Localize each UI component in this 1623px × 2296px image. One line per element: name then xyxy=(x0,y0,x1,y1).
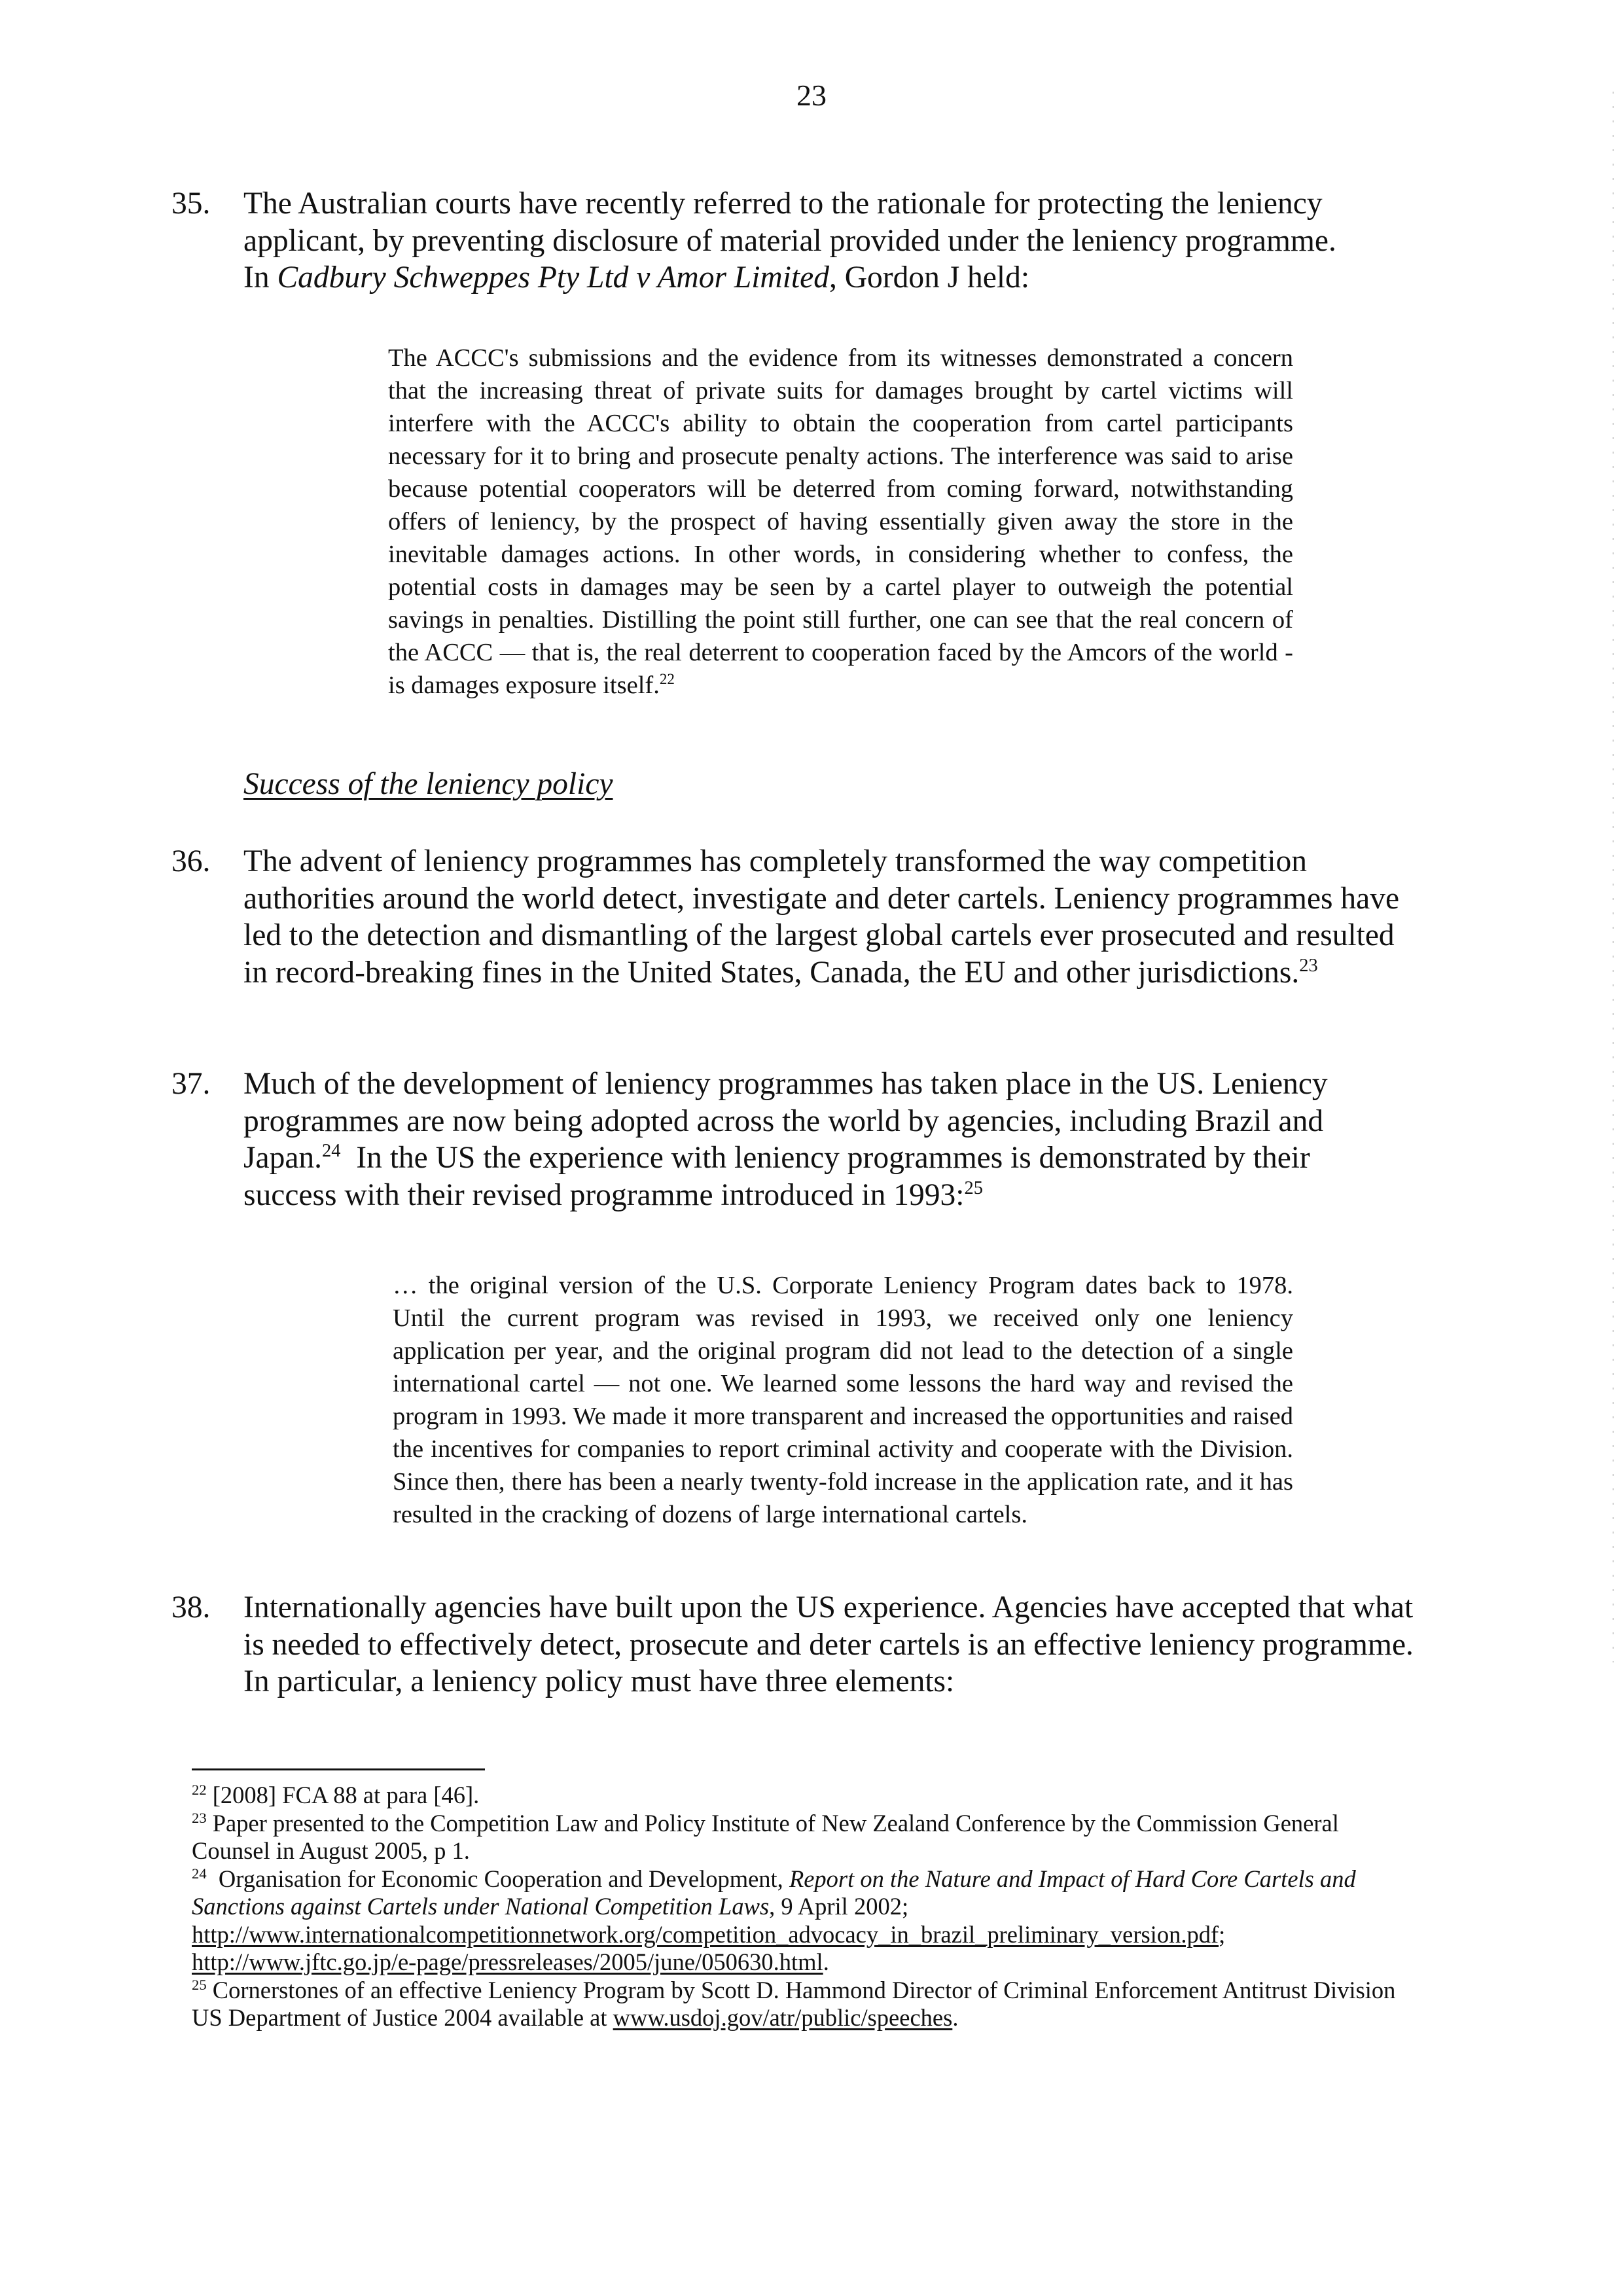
section-heading: Success of the leniency policy xyxy=(243,767,613,801)
footnote-text: Paper presented to the Competition Law and Policy Institute of New Zealand Conference by the Commission General Counsel in August 2005, p 1. xyxy=(192,1809,1339,1864)
footnote-separator xyxy=(192,1768,485,1770)
footnote-number: 22 xyxy=(192,1781,207,1798)
footnote-number: 24 xyxy=(192,1865,207,1882)
paragraph-37 xyxy=(171,1066,1415,1213)
case-name: Cadbury Schweppes Pty Ltd v Amor Limited xyxy=(277,260,829,295)
paragraph-number: 38. xyxy=(171,1590,211,1624)
paragraph-text-continued: In the US the experience with leniency programmes is demonstrated by their success with their revised programme introduced in 1993: xyxy=(243,1141,1318,1212)
footnote-end: . xyxy=(952,2004,959,2031)
footnote-number: 23 xyxy=(192,1809,207,1826)
footnote-ref-25[interactable]: 25 xyxy=(964,1177,983,1198)
paragraph-text-prefix: In xyxy=(243,260,277,295)
paragraph-text: Much of the development of leniency programmes has taken place in the US. Leniency programmes are now being adopted across the world by agencies, including Brazil and Japan. xyxy=(243,1067,1328,1175)
link-separator: ; xyxy=(1219,1920,1226,1948)
link-usdoj-speeches[interactable]: www.usdoj.gov/atr/public/speeches xyxy=(613,2004,953,2031)
paragraph-number: 36. xyxy=(171,844,211,878)
footnote-text: Cornerstones of an effective Leniency Program by Scott D. Hammond Director of Criminal Enforcement Antitrust Division US Department of Justice 2004 available at xyxy=(192,1976,1396,2031)
footnote-23 xyxy=(192,1810,1422,1865)
page-number: 23 xyxy=(796,79,827,112)
paragraph-36 xyxy=(171,843,1415,991)
block-quote-us-program xyxy=(393,1269,1293,1531)
link-separator: . xyxy=(823,1948,829,1975)
footnote-25 xyxy=(192,1977,1422,2032)
footnote-number: 25 xyxy=(192,1976,207,1993)
paragraph-35 xyxy=(171,185,1415,296)
paragraph-38 xyxy=(171,1589,1415,1700)
paragraph-body xyxy=(243,1066,1395,1213)
footnote-ref-22[interactable]: 22 xyxy=(659,670,675,688)
footnote-22 xyxy=(192,1782,1422,1810)
paragraph-number: 37. xyxy=(171,1067,211,1101)
paragraph-body xyxy=(243,843,1415,991)
footnote-text: Organisation for Economic Cooperation and Development, xyxy=(206,1865,789,1892)
paragraph-body xyxy=(243,1589,1415,1700)
paragraph-text: The advent of leniency programmes has completely transformed the way competition authorities around the world detect, investigate and deter cartels. Leniency programmes have led to the detection and dismantling of the largest global cartels ever prosecuted and resulted in record-breaking fines in the United States, Canada, the EU and other jurisdictions. xyxy=(243,844,1400,990)
quote-text: … the original version of the U.S. Corporate Leniency Program dates back to 1978. Until the current program was revised in 1993, we received only one leniency application per year, and the original program did not lead to the detection of a single international cartel — not one. We learned some lessons the hard way and revised the program in 1993. We made it more transparent and increased the opportunities and raised the incentives for companies to report criminal activity and cooperate with the Division. Since then, there has been a nearly twenty-fold increase in the application rate, and it has resulted in the cracking of dozens of large international cartels. xyxy=(393,1272,1293,1528)
paragraph-text: Internationally agencies have built upon the US experience. Agencies have accepted that what is needed to effectively detect, prosecute and deter cartels is an effective leniency programme. In particular, a leniency policy must have three elements: xyxy=(243,1590,1414,1698)
block-quote-cadbury xyxy=(388,342,1293,702)
report-title: Report on the Nature and Impact of Hard Core Cartels and Sanctions against Cartels under National Competition Laws xyxy=(192,1865,1356,1920)
footnote-ref-24[interactable]: 24 xyxy=(322,1141,341,1162)
paragraph-text-suffix: , Gordon J held: xyxy=(829,260,1030,295)
footnote-text-date: , 9 April 2002; xyxy=(769,1893,909,1920)
footnote-24 xyxy=(192,1865,1422,1977)
paragraph-body xyxy=(243,185,1415,296)
footnote-text: [2008] FCA 88 at para [46]. xyxy=(206,1782,480,1808)
link-jftc-press-release[interactable]: http://www.jftc.go.jp/e-page/pressreleases/2005/june/050630.html xyxy=(192,1948,823,1975)
scan-margin-artifact xyxy=(1613,92,1614,1662)
link-icn-brazil[interactable]: http://www.internationalcompetitionnetwork.org/competition_advocacy_in_brazil_preliminary_version.pdf xyxy=(192,1920,1219,1948)
footnotes xyxy=(192,1782,1422,2032)
quote-text: The ACCC's submissions and the evidence from its witnesses demonstrated a concern that the increasing threat of private suits for damages brought by cartel victims will interfere with the ACCC's ability to obtain the cooperation from cartel participants necessary for it to bring and prosecute penalty actions. The interference was said to arise because potential cooperators will be deterred from coming forward, notwithstanding offers of leniency, by the prospect of having essentially given away the store in the inevitable damages actions. In other words, in considering whether to confess, the potential costs in damages may be seen by a cartel player to outweigh the potential savings in penalties. Distilling the point still further, one can see that the real concern of the ACCC — that is, the real deterrent to cooperation faced by the Amcors of the world - is damages exposure itself. xyxy=(388,344,1293,699)
paragraph-text: The Australian courts have recently referred to the rationale for protecting the leniency applicant, by preventing disclosure of material provided under the leniency programme. xyxy=(243,187,1336,258)
paragraph-number: 35. xyxy=(171,187,211,221)
footnote-ref-23[interactable]: 23 xyxy=(1299,955,1318,976)
